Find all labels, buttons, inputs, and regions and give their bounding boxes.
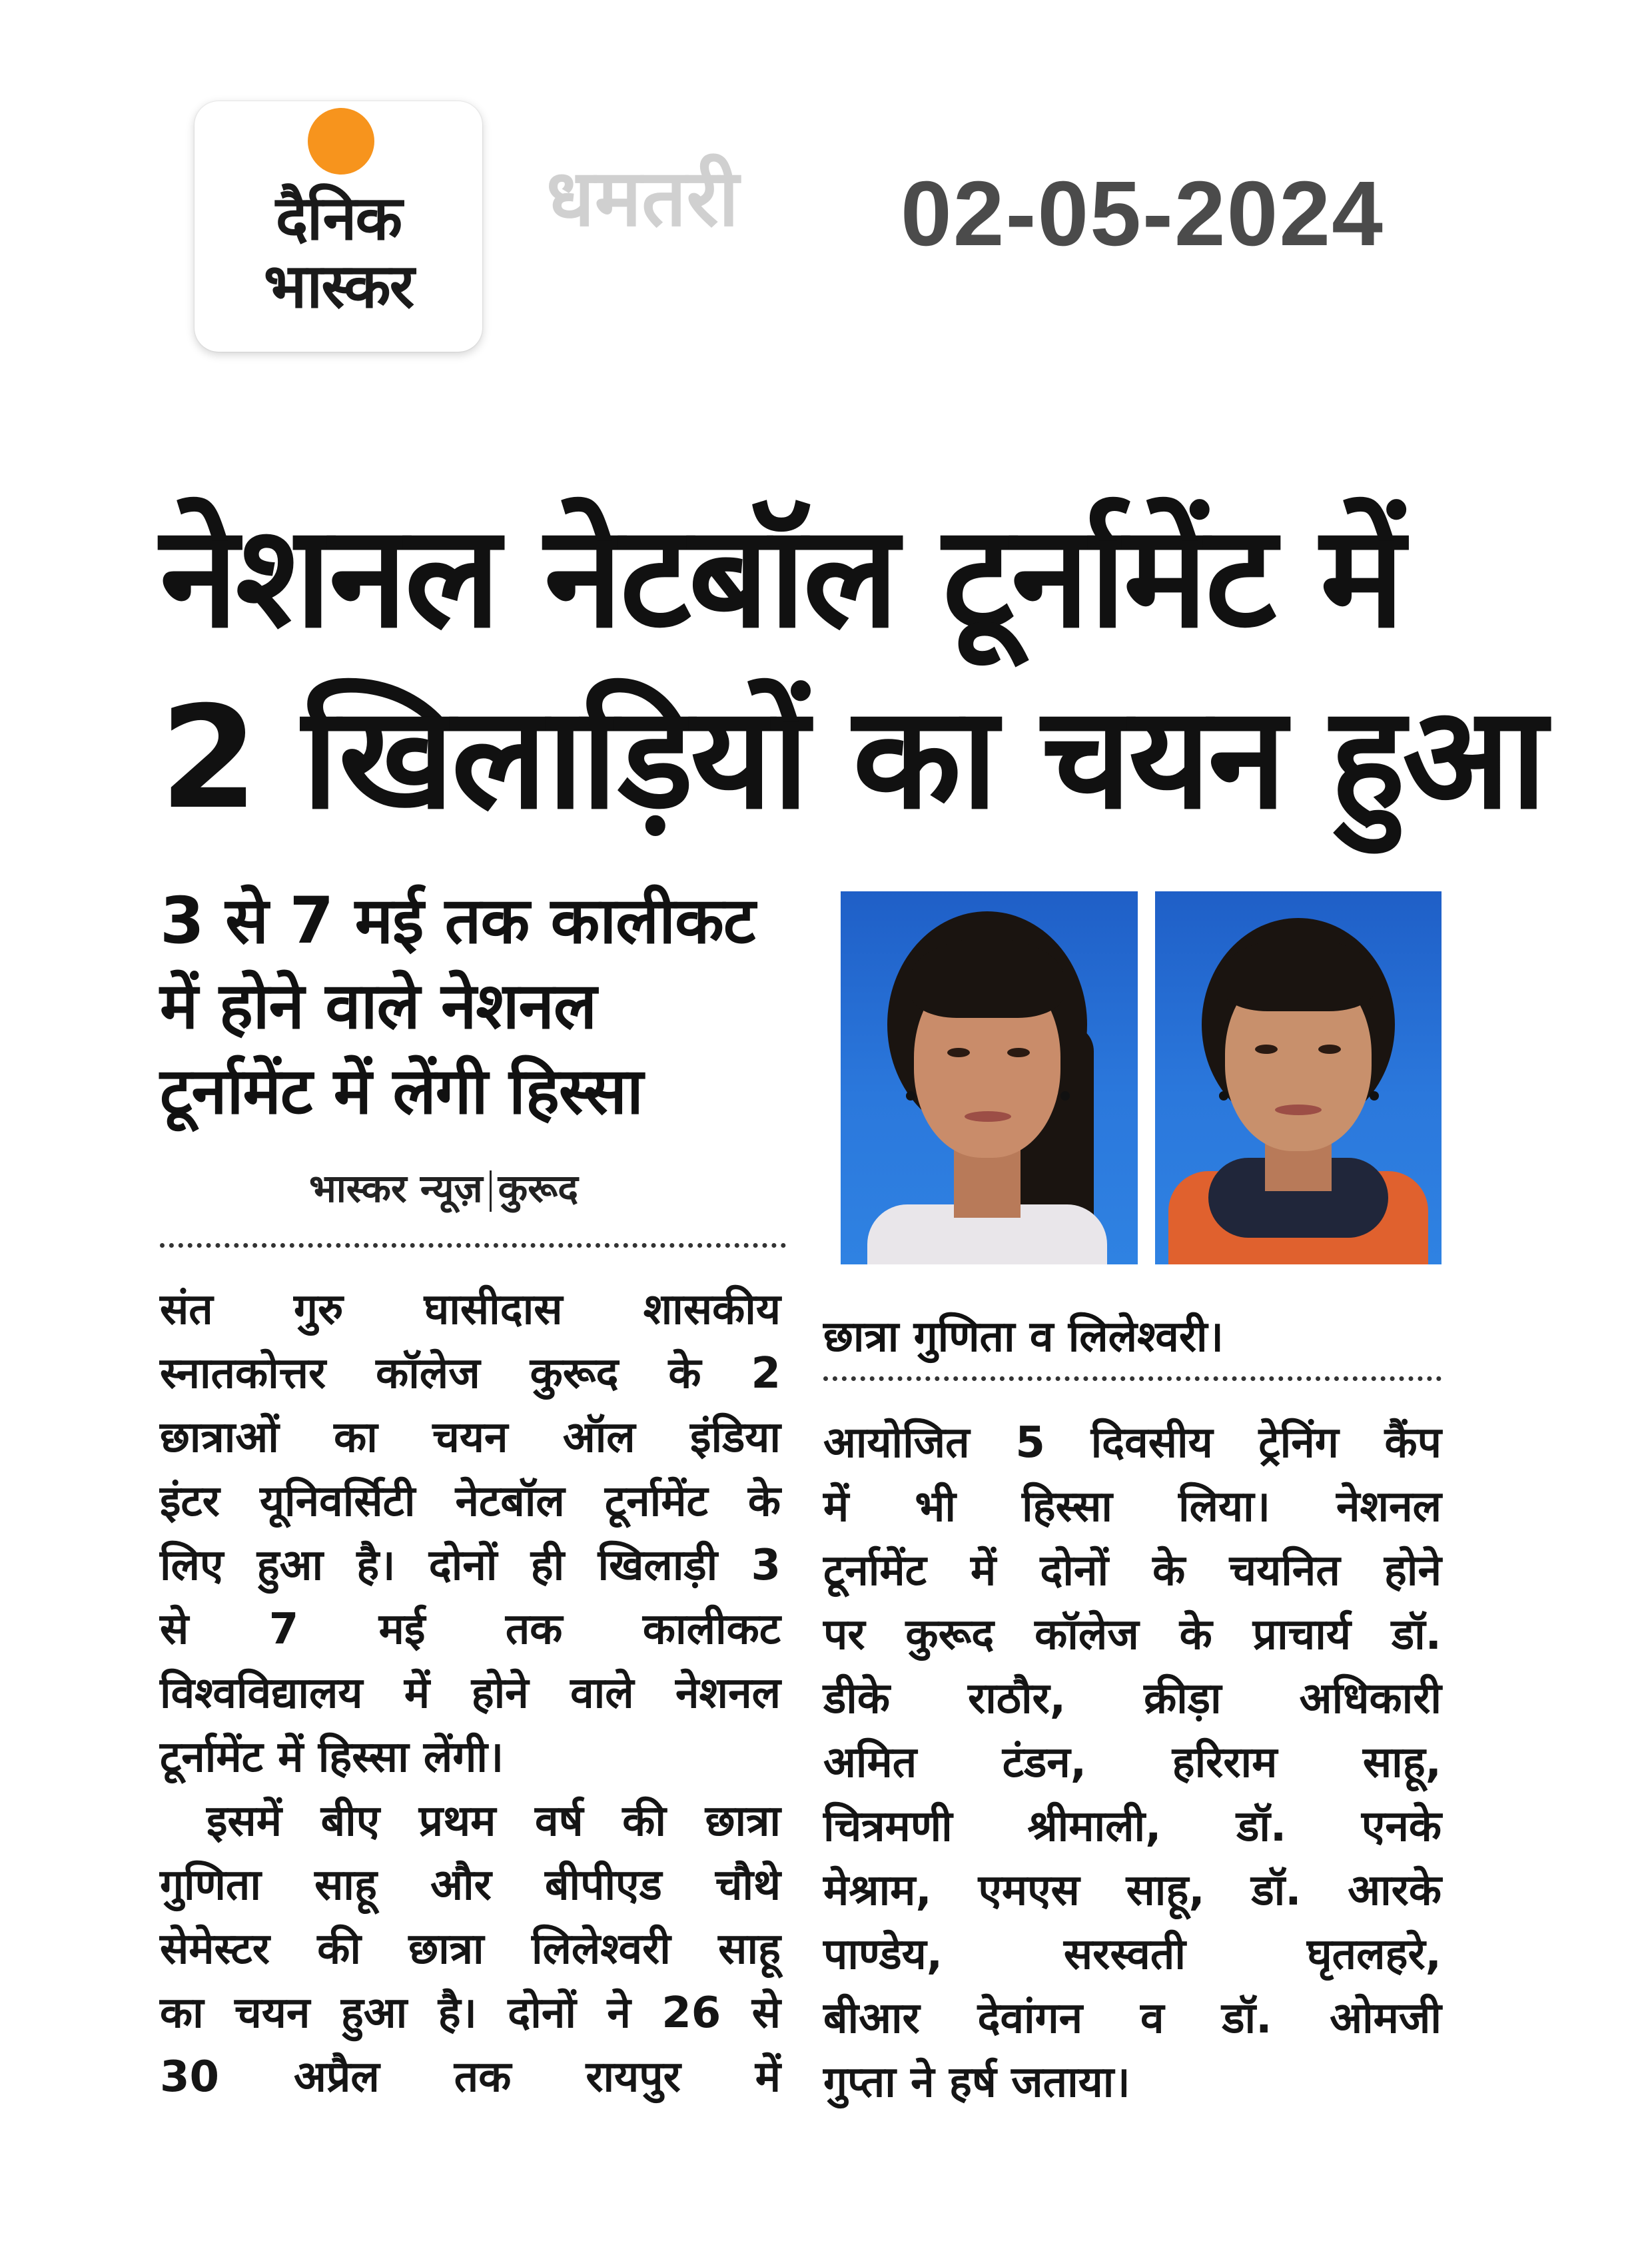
article-line: सेमेस्टर की छात्रा लिलेश्वरी साहू xyxy=(160,1925,781,1974)
article-line: पाण्डेय, सरस्वती घृतलहरे, xyxy=(823,1930,1442,1979)
article-line: का चयन हुआ है। दोनों ने 26 से xyxy=(160,1989,781,2038)
subheadline-line1: 3 से 7 मई तक कालीकट xyxy=(160,883,755,958)
edition-name: धमतरी xyxy=(546,152,739,244)
photo-student-left xyxy=(841,891,1138,1264)
headline xyxy=(160,486,1545,849)
article-line: स्नातकोत्तर कॉलेज कुरूद के 2 xyxy=(160,1349,781,1398)
article-line: छात्राओं का चयन ऑल इंडिया xyxy=(160,1413,781,1462)
byline xyxy=(309,1160,578,1213)
logo-text-line2: भास्कर xyxy=(263,250,414,322)
sun-logo-icon xyxy=(308,108,374,175)
photo-student-right xyxy=(1155,891,1442,1264)
article-line: गुणिता साहू और बीपीएड चौथे xyxy=(160,1861,781,1910)
article-line: डीके राठौर, क्रीड़ा अधिकारी xyxy=(823,1674,1442,1723)
article-line: लिए हुआ है। दोनों ही खिलाड़ी 3 xyxy=(160,1541,781,1590)
article-line: इंटर यूनिवर्सिटी नेटबॉल टूर्नामेंट के xyxy=(160,1477,781,1526)
subheadline-line3: टूर्नामेंट में लेंगी हिस्सा xyxy=(160,1054,643,1128)
byline-divider xyxy=(490,1170,492,1212)
subheadline-line2: में होने वाले नेशनल xyxy=(160,969,597,1043)
article-line: में भी हिस्सा लिया। नेशनल xyxy=(823,1482,1442,1532)
article-line: पर कुरूद कॉलेज के प्राचार्य डॉ. xyxy=(823,1610,1442,1659)
article-line: गुप्ता ने हर्ष जताया। xyxy=(823,2058,1130,2107)
subheadline xyxy=(160,878,786,1134)
article-line: टूर्नामेंट में दोनों के चयनित होने xyxy=(823,1546,1442,1595)
photo-caption: छात्रा गुणिता व लिलेश्वरी। xyxy=(823,1312,1224,1362)
byline-agency: भास्कर न्यूज़ xyxy=(309,1166,483,1211)
article-line: विश्वविद्यालय में होने वाले नेशनल xyxy=(160,1669,781,1718)
article-line: 30 अप्रैल तक रायपुर में xyxy=(160,2052,781,2102)
article-line: टूर्नामेंट में हिस्सा लेंगी। xyxy=(160,1733,504,1782)
article-line: इसमें बीए प्रथम वर्ष की छात्रा xyxy=(206,1797,781,1846)
logo-text-line1: दैनिक xyxy=(275,183,402,254)
article-line: से 7 मई तक कालीकट xyxy=(160,1605,781,1654)
divider-left xyxy=(160,1243,786,1248)
article-right-column xyxy=(823,1411,1442,2114)
article-line: आयोजित 5 दिवसीय ट्रेनिंग कैंप xyxy=(823,1418,1442,1468)
article-line: संत गुरु घासीदास शासकीय xyxy=(160,1285,781,1334)
article-left-column xyxy=(160,1278,781,2109)
article-line: बीआर देवांगन व डॉ. ओमजी xyxy=(823,1994,1442,2043)
byline-place: कुरूद xyxy=(498,1166,579,1211)
article-line: चित्रमणी श्रीमाली, डॉ. एनके xyxy=(823,1802,1442,1851)
headline-line2: 2 खिलाड़ियों का चयन हुआ xyxy=(160,675,1545,840)
article-line: अमित टंडन, हरिराम साहू, xyxy=(823,1738,1442,1787)
headline-line1: नेशनल नेटबॉल टूर्नामेंट में xyxy=(160,494,1402,659)
publication-date: 02-05-2024 xyxy=(901,163,1384,265)
dainik-bhaskar-logo xyxy=(195,101,482,352)
divider-right xyxy=(823,1376,1442,1381)
article-line: मेश्राम, एमएस साहू, डॉ. आरके xyxy=(823,1866,1442,1915)
